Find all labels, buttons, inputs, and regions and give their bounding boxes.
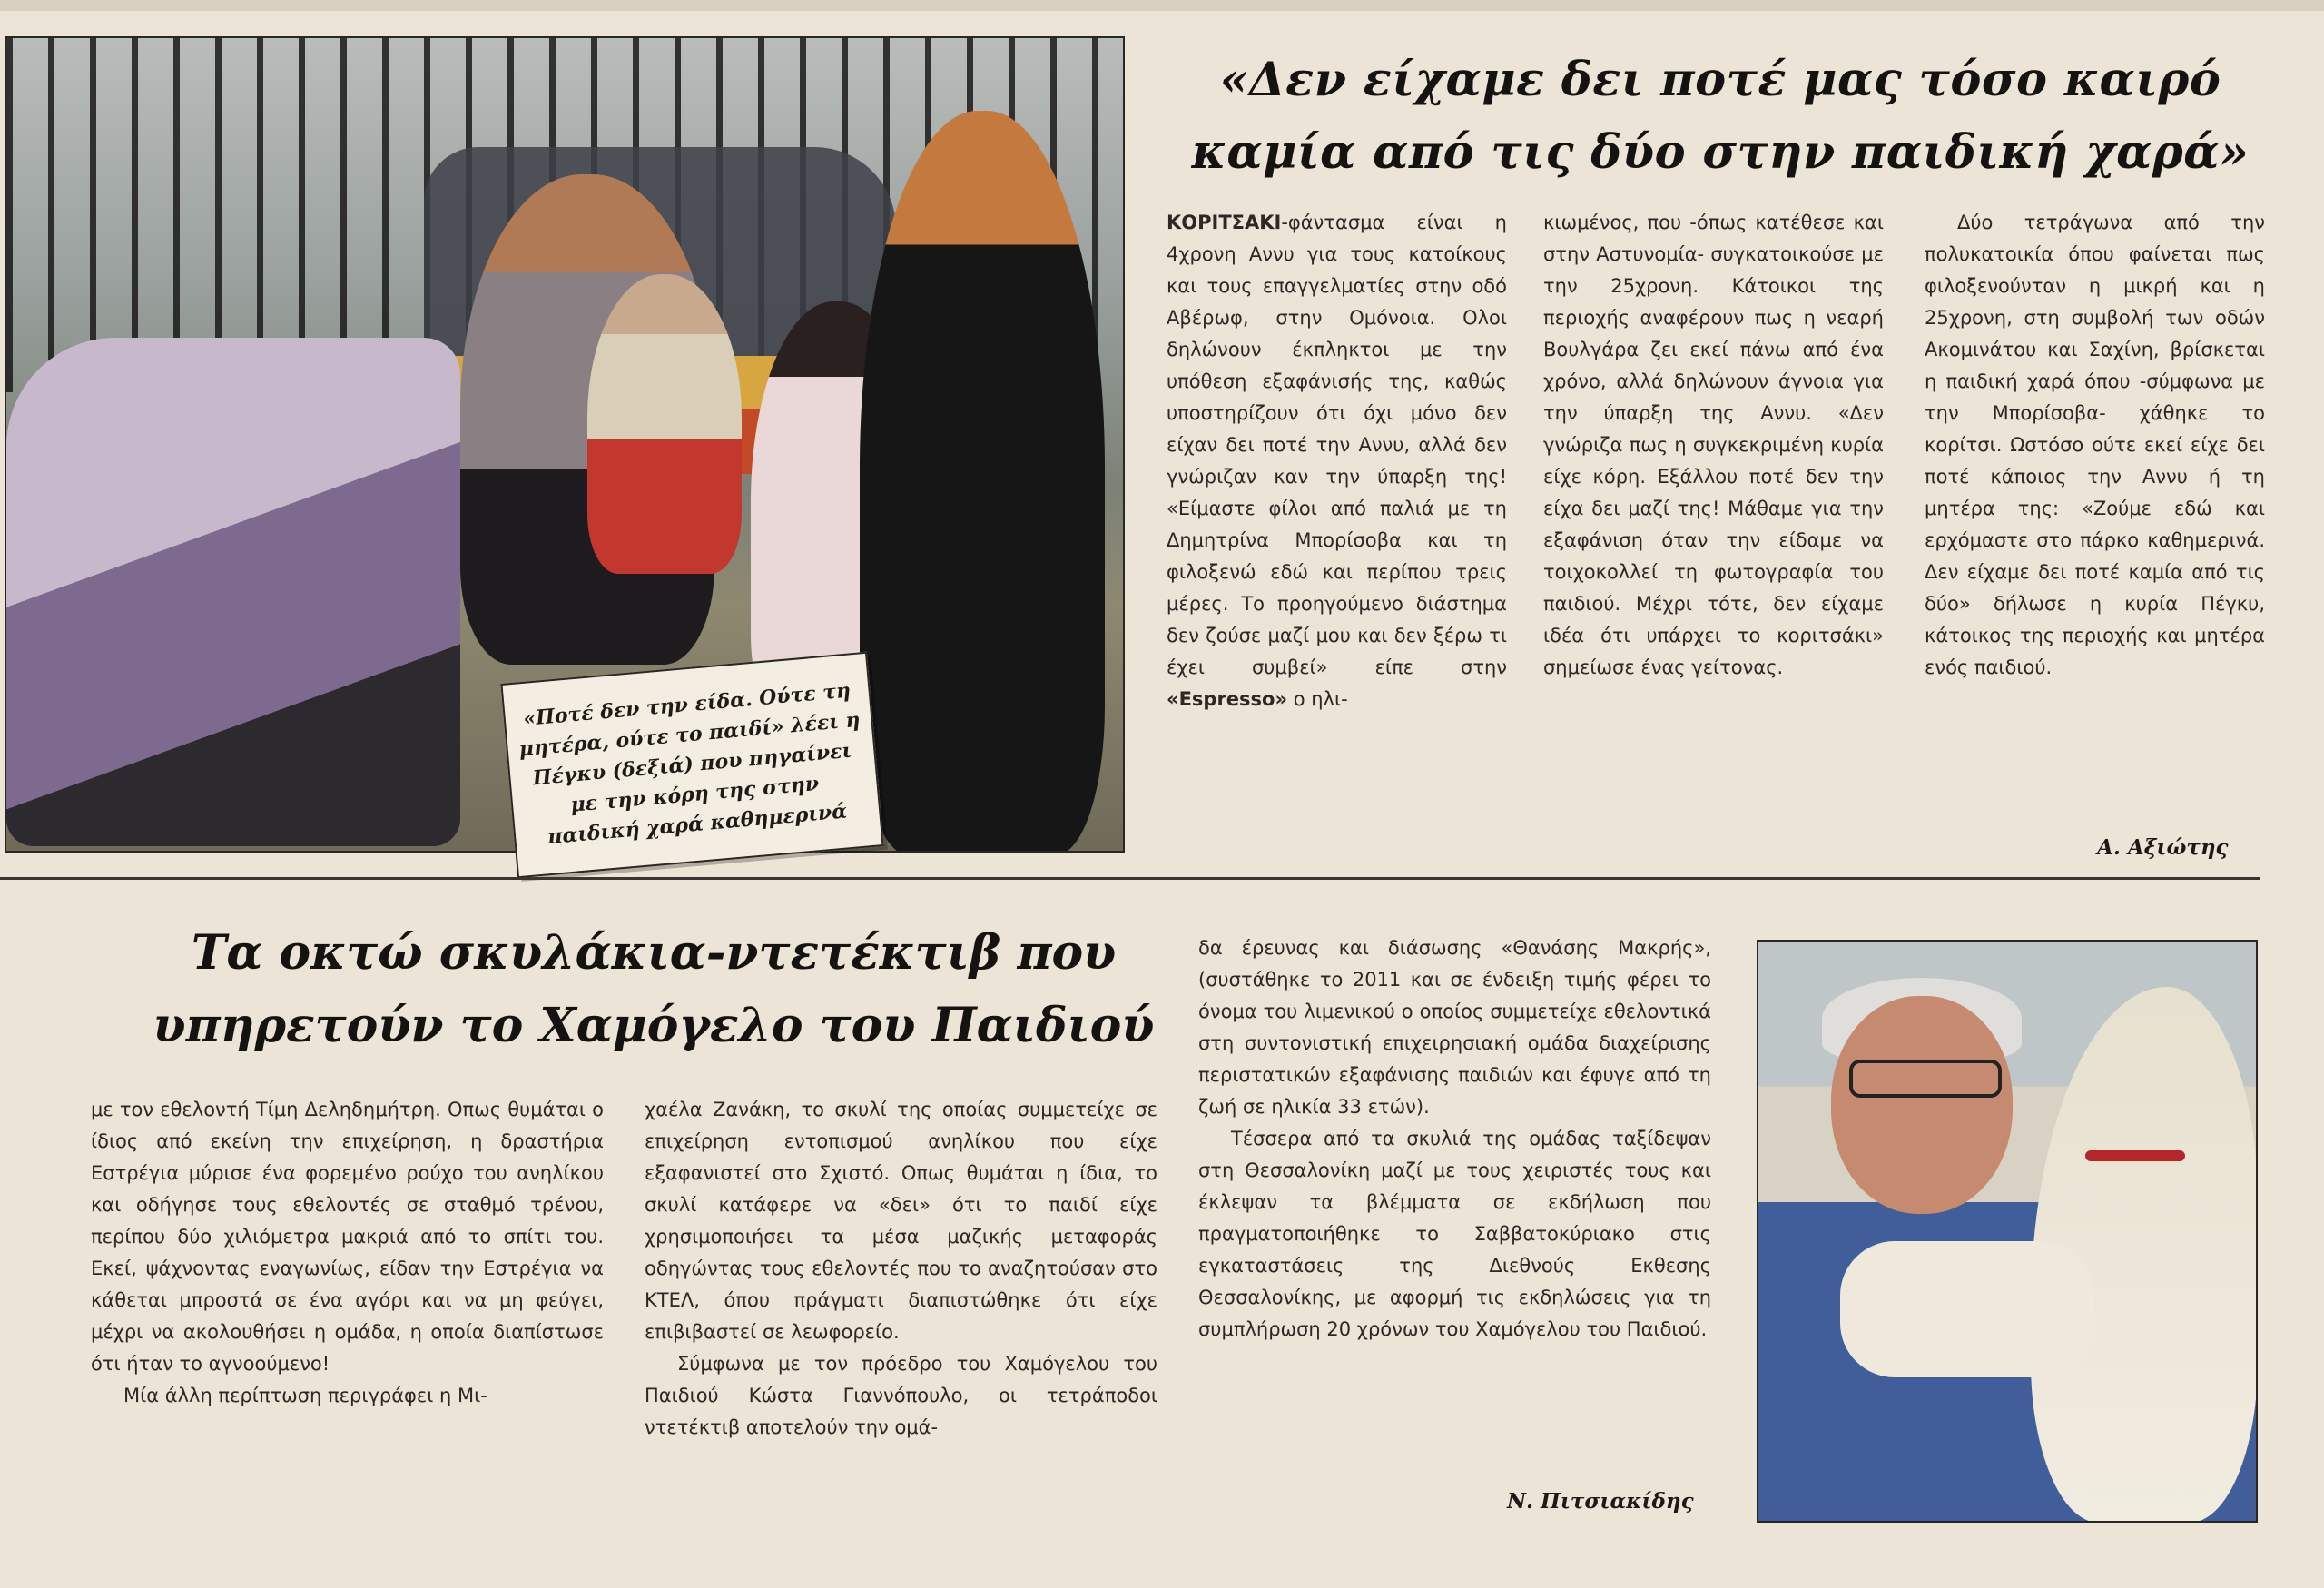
dog-paws [1840,1241,2094,1377]
lead-word: ΚΟΡΙΤΣΑΚΙ [1167,212,1282,233]
top-byline: Α. Αξιώτης [2097,835,2229,860]
article-separator [0,877,2260,880]
page-top-edge [0,0,2324,11]
top-column-2 [1543,207,1884,684]
top-col1-text: -φάντασμα είναι η 4χρονη Αννυ για τους κατοίκους και τους επαγγελματίες στην οδό Αβέρωφ, στην Ομόνοια. Ολοι δηλώνουν έκπληκτοι με την υπόθεση εξαφάνισής της, καθώς υποστηρίζουν ότι όχι μόνο δεν είχαν δει ποτέ την Αννυ, αλλά δεν γνώριζαν καν την ύπαρξη της! «Είμαστε φίλοι από παλιά με τη Δημητρίνα Μπορίσοβα και τη φιλοξενώ εδώ και περίπου τρεις μέρες. Το προηγούμενο διάστημα δεν ζούσε μαζί μου και δεν ξέρω τι έχει συμβεί» είπε στην [1167,212,1507,678]
photo-caption: «Ποτέ δεν την είδα. Ούτε τη μητέρα, ούτε το παιδί» λέει η Πέγκυ (δεξιά) που πηγαίνει με την κόρη της στην παιδική χαρά καθημερινά [517,678,862,850]
photo-caption-box [500,652,883,878]
glasses-icon [1849,1060,2002,1098]
top-column-3 [1925,207,2265,684]
man-head [1831,996,2013,1214]
bottom-col2-p1: χαέλα Ζανάκη, το σκυλί της οποίας συμμετείχε σε επιχείρηση εντοπισμού ανηλίκου που είχε εξαφανιστεί στο Σχιστό. Οπως θυμάται η ίδια, το σκυλί κατάφερε να «δει» ότι το παιδί είχε χρησιμοποιήσει τα μέσα μαζικής μεταφοράς οδηγώντας τους εθελοντές που το αναζητούσαν στο ΚΤΕΛ, όπου πράγματι διαπιστώθηκε ότι είχε επιβιβαστεί σε λεωφορείο. [645,1099,1157,1343]
top-col3-text: Δύο τετράγωνα από την πολυκατοικία όπου φαίνεται πως φιλοξενούνταν η μικρή και η 25χρονη, στη συμβολή των οδών Ακομινάτου και Σαχίνη, βρίσκεται η παιδική χαρά όπου -σύμφωνα με την Μπορίσοβα- χάθηκε το κορίτσι. Ωστόσο ούτε εκεί είχε δει ποτέ κάποιος την Αννυ ή τη μητέρα της: «Ζούμε εδώ και ερχόμαστε στο πάρκο καθημερινά. Δεν είχαμε δει ποτέ καμία από τις δύο» δήλωσε η κυρία Πέγκυ, κάτοικος της περιοχής και μητέρα ενός παιδιού. [1925,212,2265,678]
stroller-graphic [6,338,460,846]
woman-right-figure [860,111,1105,853]
bottom-col3-p1: δα έρευνας και διάσωσης «Θανάσης Μακρής», (συστάθηκε το 2011 και σε ένδειξη τιμής φέρει το όνομα του λιμενικού ο οποίος συμμετείχε εθελοντικά στη συντονιστική επιχειρησιακή ομάδα διαχείρισης περιστατικών εξαφάνισης παιδιών και έφυγε από τη ζωή σε ηλικία 33 ετών). [1198,937,1711,1118]
brand-name: «Espresso» [1167,688,1288,710]
bottom-column-3 [1198,932,1711,1346]
dog-collar [2085,1150,2185,1161]
bottom-article-headline: Τα οκτώ σκυλάκια-ντετέκτιβ που υπηρετούν το Χαμόγελο του Παιδιού [153,925,1155,1053]
baby-figure [587,274,742,574]
bottom-byline: Ν. Πιτσιακίδης [1507,1489,1694,1514]
top-column-1 [1167,207,1507,715]
dog-and-man-photo [1757,940,2258,1523]
bottom-column-2 [645,1094,1157,1444]
bottom-col1-p2: Μία άλλη περίπτωση περιγράφει η Μι- [123,1385,487,1406]
top-col1-tail: ο ηλι- [1287,688,1348,710]
bottom-col1-p1: με τον εθελοντή Τίμη Δεληδημήτρη. Οπως θυμάται ο ίδιος από εκείνη την επιχείρηση, η δραστήρια Εστρέγια μύρισε ένα φορεμένο ρούχο του ανηλίκου και οδήγησε τους εθελοντές σε σταθμό τρένου, περίπου δύο χιλιόμετρα μακριά από το σπίτι του. Εκεί, ψάχνοντας εναγωνίως, είδαν την Εστρέγια να κάθεται μπροστά σε ένα αγόρι και να μη φεύγει, μέχρι να ακολουθήσει η ομάδα, η οποία διαπίστωσε ότι ήταν το αγνοούμενο! [91,1099,604,1375]
top-article-headline: «Δεν είχαμε δει ποτέ μας τόσο καιρό καμία από τις δύο στην παιδική χαρά» [1191,53,2250,180]
bottom-col2-p2: Σύμφωνα με τον πρόεδρο του Χαμόγελου του Παιδιού Κώστα Γιαννόπουλο, οι τετράποδοι ντετέκτιβ αποτελούν την ομά- [645,1353,1157,1438]
bottom-col3-p2: Τέσσερα από τα σκυλιά της ομάδας ταξίδεψαν στη Θεσσαλονίκη μαζί με τους χειριστές τους και έκλεψαν τα βλέμματα σε εκδήλωση που πραγματοποιήθηκε το Σαββατοκύριακο στις εγκαταστάσεις της Διεθνούς Εκθεσης Θεσσαλονίκης, με αφορμή τις εκδηλώσεις για τη συμπλήρωση 20 χρόνων του Χαμόγελου του Παιδιού. [1198,1128,1711,1340]
top-col2-text: κιωμένος, που -όπως κατέθεσε και στην Αστυνομία- συγκατοικούσε με την 25χρονη. Κάτοικοι της περιοχής αναφέρουν πως η νεαρή Βουλγάρα ζει εκεί πάνω από ένα χρόνο, αλλά δηλώνουν άγνοια για την ύπαρξη της Αννυ. «Δεν γνώριζα πως η συγκεκριμένη κυρία είχε κόρη. Εξάλλου ποτέ δεν την είχα δει μαζί της! Μάθαμε για την εξαφάνιση όταν την είδαμε να τοιχοκολλεί τη φωτογραφία του παιδιού. Μέχρι τότε, δεν είχαμε ιδέα ότι υπάρχει το κοριτσάκι» σημείωσε ένας γείτονας. [1543,212,1884,678]
bottom-column-1 [91,1094,604,1412]
